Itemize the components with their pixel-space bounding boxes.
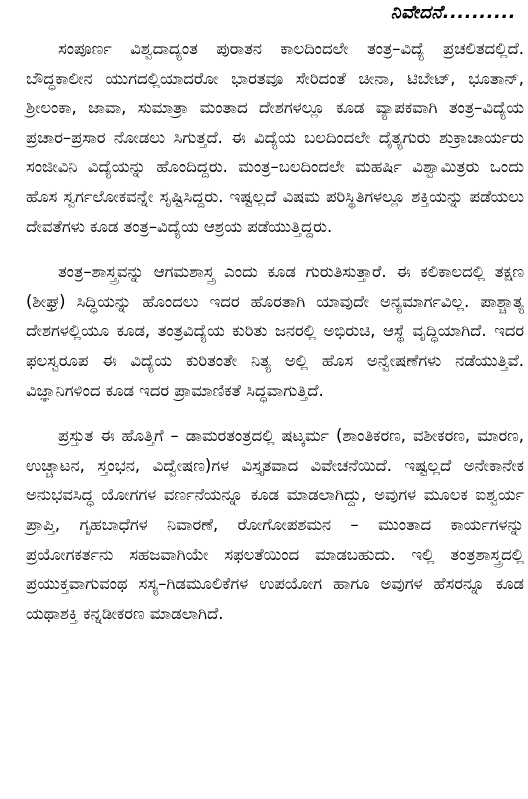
body-text (26, 34, 524, 628)
paragraph-2: ತಂತ್ರ–ಶಾಸ್ತ್ರವನ್ನು ಆಗಮಶಾಸ್ತ್ರ ಎಂದು ಕೂಡ ಗುರುತಿಸುತ್ತಾರೆ. ಈ ಕಲಿಕಾಲದಲ್ಲಿ ತಕ್ಷಣ (ಶೀಘ್ರ) ಸಿದ್ಧಿಯನ್ನು ಹೊಂದಲು ಇದರ ಹೊರತಾಗಿ ಯಾವುದೇ ಅನ್ಯಮಾರ್ಗವಿಲ್ಲ. ಪಾಶ್ಚಾತ್ಯ ದೇಶಗಳಲ್ಲಿಯೂ ಕೂಡ, ತಂತ್ರವಿದ್ಯೆಯ ಕುರಿತು ಜನರಲ್ಲಿ ಅಭಿರುಚಿ, ಆಸ್ಥೆ ವೃದ್ಧಿಯಾಗಿದೆ. ಇದರ ಫಲಸ್ವರೂಪ ಈ ವಿದ್ಯೆಯ ಕುರಿತಂತೇ ನಿತ್ಯ ಅಲ್ಲಿ ಹೊಸ ಅನ್ವೇಷಣೆಗಳು ನಡೆಯುತ್ತಿವೆ. ವಿಜ್ಞಾನಿಗಳಿಂದ ಕೂಡ ಇದರ ಪ್ರಾಮಾಣಿಕತೆ ಸಿದ್ಧವಾಗುತ್ತಿದೆ. (26, 262, 524, 400)
paragraph-3: ಪ್ರಸ್ತುತ ಈ ಹೊತ್ತಿಗೆ – ಡಾಮರತಂತ್ರದಲ್ಲಿ ಷಟ್ಕರ್ಮ (ಶಾಂತಿಕರಣ, ವಶೀಕರಣ, ಮಾರಣ, ಉಚ್ಚಾಟನ, ಸ್ತಂಭನ, ವಿದ್ವೇಷಣ)ಗಳ ವಿಸ್ತೃತವಾದ ವಿವೇಚನೆಯಿದೆ. ಇಷ್ಟಲ್ಲದೆ ಅನೇಕಾನೇಕ ಅನುಭವಸಿದ್ಧ ಯೋಗಗಳ ವರ್ಣನೆಯನ್ನೂ ಕೂಡ ಮಾಡಲಾಗಿದ್ದು, ಅವುಗಳ ಮೂಲಕ ಐಶ್ವರ್ಯ ಪ್ರಾಪ್ತಿ, ಗೃಹಬಾಧೆಗಳ ನಿವಾರಣೆ, ರೋಗೋಪಶಮನ – ಮುಂತಾದ ಕಾರ್ಯಗಳನ್ನು ಪ್ರಯೋಗಕರ್ತನು ಸಹಜವಾಗಿಯೇ ಸಫಲತೆಯಿಂದ ಮಾಡಬಹುದು. ಇಲ್ಲಿ ತಂತ್ರಶಾಸ್ತ್ರದಲ್ಲಿ ಪ್ರಯುಕ್ತವಾಗುವಂಥ ಸಸ್ಯ–ಗಿಡಮೂಲಿಕೆಗಳ ಉಪಯೋಗ ಹಾಗೂ ಅವುಗಳ ಹೆಸರನ್ನೂ ಕೂಡ ಯಥಾಶಕ್ತಿ ಕನ್ನಡೀಕರಣ ಮಾಡಲಾಗಿದೆ. (26, 426, 524, 623)
page-heading: ನಿವೇದನೆ.......... (390, 2, 516, 23)
paragraph-1: ಸಂಪೂರ್ಣ ವಿಶ್ವದಾದ್ಯಂತ ಪುರಾತನ ಕಾಲದಿಂದಲೇ ತಂತ್ರ–ವಿದ್ಯೆ ಪ್ರಚಲಿತದಲ್ಲಿದೆ. ಬೌದ್ಧಕಾಲೀನ ಯುಗದಲ್ಲಿಯಾದರೋ ಭಾರತವೂ ಸೇರಿದಂತೆ ಚೀನಾ, ಟಿಬೇಟ್, ಭೂತಾನ್, ಶ್ರೀಲಂಕಾ, ಜಾವಾ, ಸುಮಾತ್ರಾ ಮಂತಾದ ದೇಶಗಳಲ್ಲೂ ಕೂಡ ವ್ಯಾಪಕವಾಗಿ ತಂತ್ರ–ವಿದ್ಯೆಯ ಪ್ರಚಾರ–ಪ್ರಸಾರ ನೋಡಲು ಸಿಗುತ್ತದೆ. ಈ ವಿದ್ಯೆಯ ಬಲದಿಂದಲೇ ದೈತ್ಯಗುರು ಶುಕ್ರಾಚಾರ್ಯರು ಸಂಜೀವಿನಿ ವಿದ್ಯೆಯನ್ನು ಹೊಂದಿದ್ದರು. ಮಂತ್ರ–ಬಲದಿಂದಲೇ ಮಹರ್ಷಿ ವಿಶ್ವಾಮಿತ್ರರು ಒಂದು ಹೊಸ ಸ್ವರ್ಗಲೋಕವನ್ನೇ ಸೃಷ್ಟಿಸಿದ್ದರು. ಇಷ್ಟಲ್ಲದೆ ವಿಷಮ ಪರಿಸ್ಥಿತಿಗಳಲ್ಲೂ ಶಕ್ತಿಯನ್ನು ಪಡೆಯಲು ದೇವತೆಗಳು ಕೂಡ ತಂತ್ರ–ವಿದ್ಯೆಯ ಆಶ್ರಯ ಪಡೆಯುತ್ತಿದ್ದರು. (26, 39, 524, 236)
